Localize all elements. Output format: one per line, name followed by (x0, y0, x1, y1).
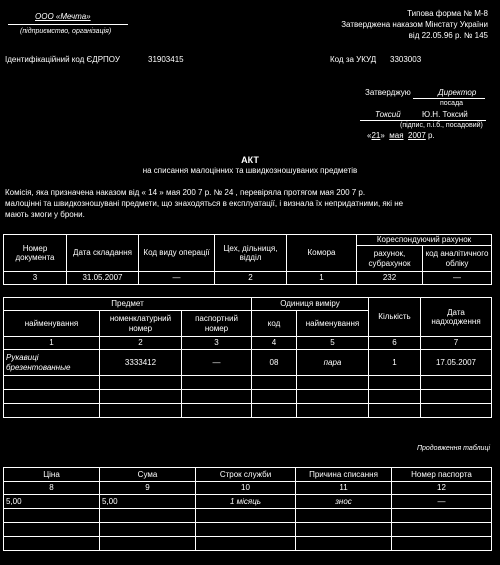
document-subtitle: на списання малоцінних та швидкозношуваних предметів (142, 166, 358, 175)
form-line-3: від 22.05.96 р. № 145 (408, 31, 488, 40)
cell-unit-name: пара (297, 350, 369, 376)
cell-department: 2 (215, 272, 287, 285)
header-storage: Комора (287, 235, 357, 272)
name-caption: (підпис, п.і.б., посадовий) (400, 122, 483, 129)
header-receipt-date: Дата надходження (421, 298, 492, 337)
cell-write-off-reason: знос (296, 495, 392, 509)
column-number: 7 (421, 337, 492, 350)
approval-date-suffix: р. (428, 131, 435, 140)
cell-price: 5,00 (4, 495, 100, 509)
body-text-line-3: мають змоги у брони. (5, 210, 85, 219)
column-number: 1 (4, 337, 100, 350)
cell-product-name: Рукавиці брезентованные (4, 350, 100, 376)
cell-service-life: 1 місяць (196, 495, 296, 509)
edrpou-label: Ідентифікаційний код ЄДРПОУ (5, 55, 120, 64)
approval-date-day: 21 (371, 131, 381, 140)
header-write-off-reason: Причина списання (296, 468, 392, 482)
cell-analytic-code: — (423, 272, 492, 285)
header-operation-code: Код виду операції (139, 235, 215, 272)
approval-date-year: 2007 (408, 131, 426, 140)
cell-passport-number: — (392, 495, 492, 509)
header-quantity: Кількість (369, 298, 421, 337)
header-unit-code: код (252, 311, 297, 337)
empty-row (4, 509, 492, 523)
approval-date: «21» мая 2007 р. (367, 131, 435, 140)
header-compile-date: Дата складання (67, 235, 139, 272)
cell-document-number: 3 (4, 272, 67, 285)
empty-row (4, 404, 492, 418)
body-text-line-2: малоцінні та швидкозношувані предмети, що знаходяться в експлуатації, і визнала їх непридатними, які не (5, 199, 404, 208)
column-number: 2 (100, 337, 182, 350)
signature-underline (360, 120, 486, 121)
column-number: 10 (196, 482, 296, 495)
form-line-2: Затверджена наказом Мінстату України (341, 20, 488, 29)
items-table (3, 297, 492, 418)
empty-row (4, 537, 492, 551)
organization-caption: (підприємство, організація) (20, 28, 112, 35)
empty-row (4, 390, 492, 404)
column-number: 9 (100, 482, 196, 495)
cell-sum: 5,00 (100, 495, 196, 509)
approval-date-month: мая (389, 131, 404, 140)
approval-name: Ю.Н. Токсий (422, 110, 468, 119)
column-number: 6 (369, 337, 421, 350)
organization-name: ООО «Мечта» (35, 12, 91, 21)
header-price: Ціна (4, 468, 100, 482)
empty-row (4, 523, 492, 537)
position-underline (413, 98, 485, 99)
cell-quantity: 1 (369, 350, 421, 376)
header-document-number: Номер документа (4, 235, 67, 272)
column-number: 8 (4, 482, 100, 495)
header-account: рахунок, субрахунок (357, 246, 423, 272)
form-line-1: Типова форма № М-8 (407, 9, 488, 18)
uktud-value: 3303003 (390, 55, 422, 64)
column-number: 3 (182, 337, 252, 350)
operation-table (3, 234, 492, 285)
header-analytic-code: код аналітичного обліку (423, 246, 492, 272)
header-nomenclature-number: номенклатурний номер (100, 311, 182, 337)
cell-unit-code: 08 (252, 350, 297, 376)
header-service-life: Строк служби (196, 468, 296, 482)
column-number: 5 (297, 337, 369, 350)
cell-account: 232 (357, 272, 423, 285)
price-table (3, 467, 492, 551)
header-department: Цех, дільниця, відділ (215, 235, 287, 272)
cell-receipt-date: 17.05.2007 (421, 350, 492, 376)
header-sum: Сума (100, 468, 196, 482)
approval-label: Затверджую (365, 88, 411, 97)
column-number: 4 (252, 337, 297, 350)
header-unit-name: найменування (297, 311, 369, 337)
uktud-label: Код за УКУД (330, 55, 377, 64)
empty-row (4, 376, 492, 390)
continuation-label: Продовження таблиці (416, 445, 490, 452)
header-product: Предмет (4, 298, 252, 311)
edrpou-value: 31903415 (148, 55, 184, 64)
header-passport-number: паспортний номер (182, 311, 252, 337)
column-number: 11 (296, 482, 392, 495)
column-number: 12 (392, 482, 492, 495)
document-title: АКТ (241, 155, 259, 165)
org-name-underline (8, 24, 128, 25)
header-product-name: найменування (4, 311, 100, 337)
approval-position: Директор (438, 88, 477, 97)
cell-nomenclature-number: 3333412 (100, 350, 182, 376)
header-unit: Одиниця виміру (252, 298, 369, 311)
cell-compile-date: 31.05.2007 (67, 272, 139, 285)
cell-passport-number: — (182, 350, 252, 376)
cell-storage: 1 (287, 272, 357, 285)
body-text-line-1: Комісія, яка призначена наказом від « 14 » мая 200 7 р. № 24 , перевіряла протягом мая 200 7 р. (5, 188, 366, 197)
approval-signature: Токсий (375, 110, 401, 119)
header-passport-number: Номер паспорта (392, 468, 492, 482)
cell-operation-code: — (139, 272, 215, 285)
header-corresponding-account: Кореспондуючий рахунок (357, 235, 492, 246)
position-caption: посада (440, 100, 464, 107)
